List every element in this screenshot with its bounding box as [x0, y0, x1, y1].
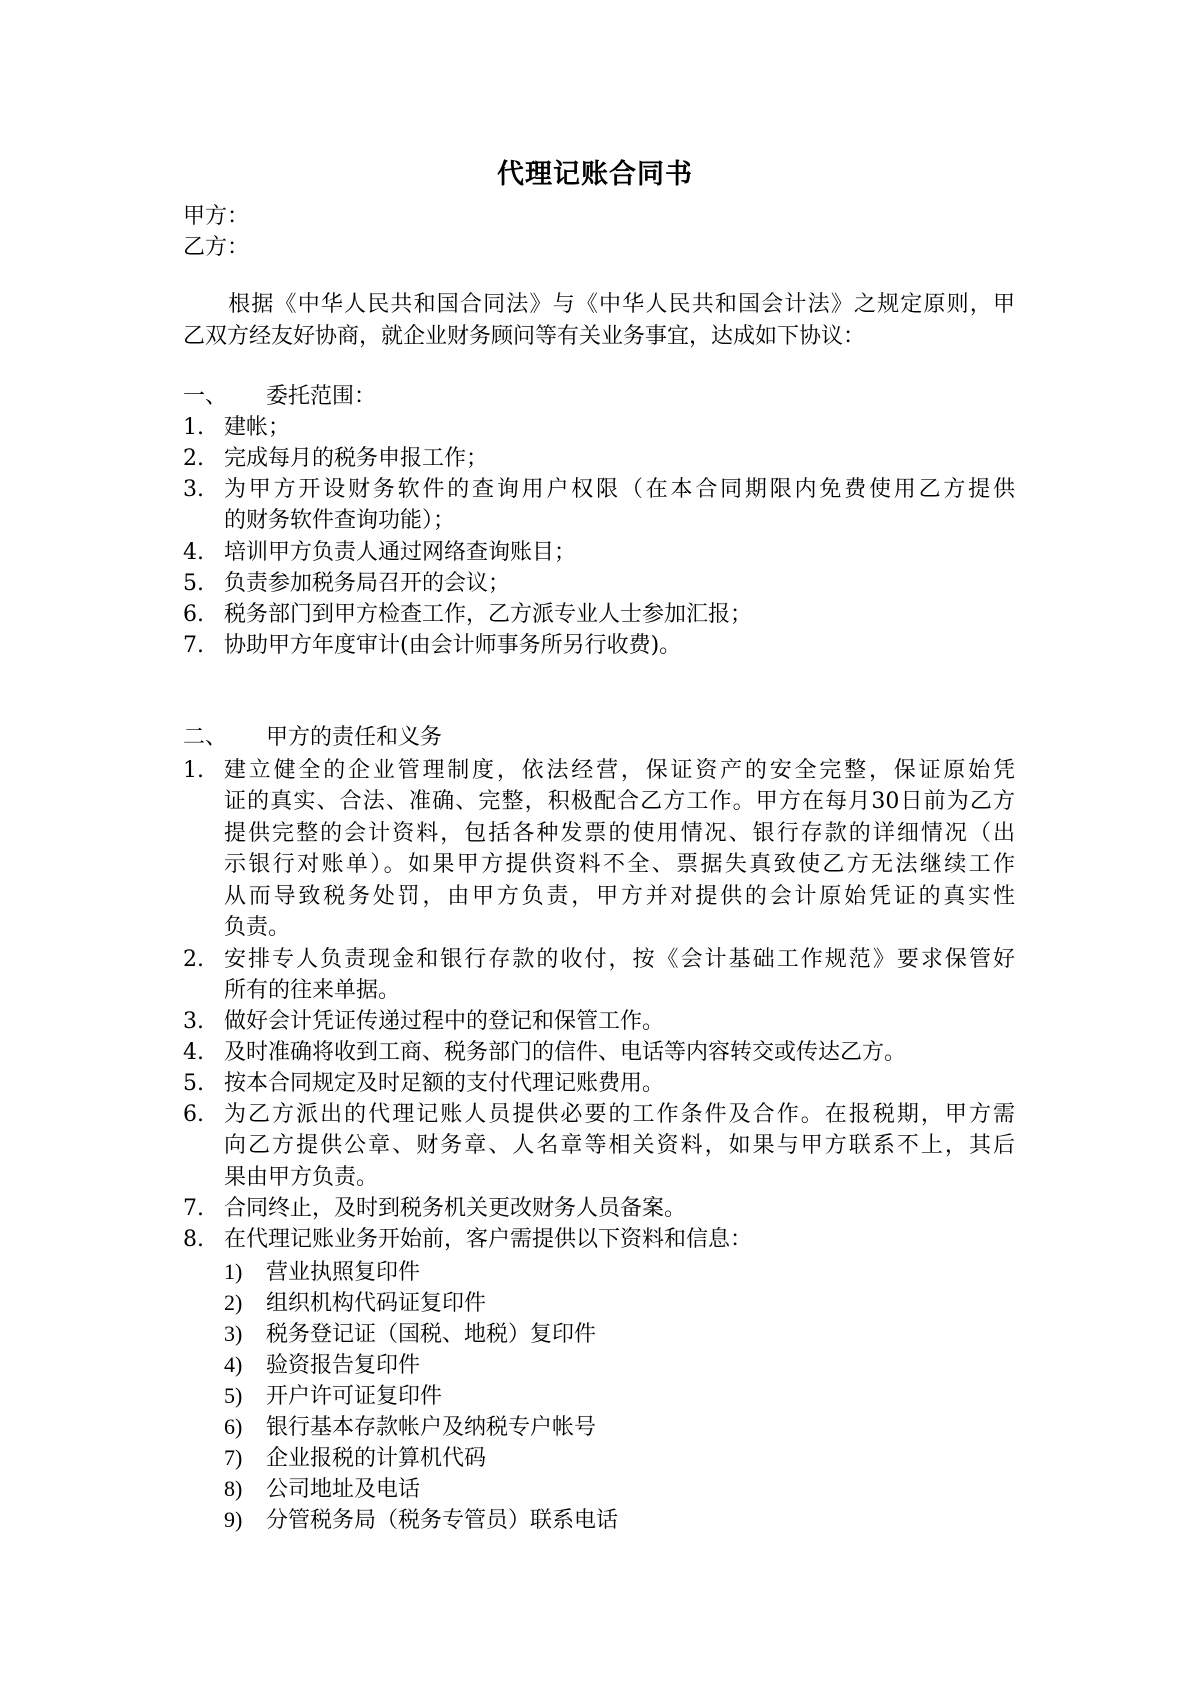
list-item: 1. 建立健全的企业管理制度，依法经营，保证资产的安全完整，保证原始凭 证的真实、合法、准确、完整，积极配合乙方工作。甲方在每月30日前为乙方 提供完整的会计资料，包括各种发票的使用情况、银行存款的详细情况（出 示银行对账单）。如果甲方提供资料不全、票据失真致使乙方无法继续工作 从而导致税务处罚，由甲方负责，甲方并对提供的会计原始凭证的真实性 负责。: [183, 758, 1015, 941]
material-item: 9) 分管税务局（税务专管员）联系电话: [224, 1507, 619, 1533]
intro-line: 乙双方经友好协商，就企业财务顾问等有关业务事宜，达成如下协议：: [183, 324, 866, 349]
material-item: 4) 验资报告复印件: [224, 1352, 421, 1378]
section-title: 委托范围：: [266, 384, 377, 409]
material-item: 3) 税务登记证（国税、地税）复印件: [224, 1321, 597, 1347]
list-item: 8. 在代理记账业务开始前，客户需提供以下资料和信息：: [183, 1227, 753, 1252]
material-item: 2) 组织机构代码证复印件: [224, 1290, 487, 1316]
section-number: 二、: [183, 725, 228, 750]
list-item: 7. 协助甲方年度审计(由会计师事务所另行收费)。: [183, 633, 682, 658]
list-item: 6. 为乙方派出的代理记账人员提供必要的工作条件及合作。在报税期，甲方需 向乙方提供公章、财务章、人名章等相关资料，如果与甲方联系不上，其后 果由甲方负责。: [183, 1102, 1015, 1190]
list-item: 2. 安排专人负责现金和银行存款的收付，按《会计基础工作规范》要求保管好 所有的往来单据。: [183, 947, 1015, 1004]
section-title: 甲方的责任和义务: [266, 725, 443, 750]
list-item: 4. 培训甲方负责人通过网络查询账目；: [183, 540, 577, 565]
document-title: 代理记账合同书: [497, 159, 693, 190]
material-item: 5) 开户许可证复印件: [224, 1383, 443, 1409]
intro-line: 根据《中华人民共和国合同法》与《中华人民共和国会计法》之规定原则，甲: [227, 292, 1015, 317]
section-number: 一、: [183, 384, 228, 409]
party-b-label: 乙方：: [183, 235, 250, 260]
list-item: 4. 及时准确将收到工商、税务部门的信件、电话等内容转交或传达乙方。: [183, 1040, 907, 1065]
list-item: 3. 为甲方开设财务软件的查询用户权限（在本合同期限内免费使用乙方提供 的财务软件查询功能）；: [183, 477, 1015, 534]
list-item: 2. 完成每月的税务申报工作；: [183, 446, 489, 471]
section-1-heading: [183, 381, 376, 412]
list-item: 3. 做好会计凭证传递过程中的登记和保管工作。: [183, 1009, 665, 1034]
list-item: 7. 合同终止，及时到税务机关更改财务人员备案。: [183, 1196, 687, 1221]
list-item: 6. 税务部门到甲方检查工作，乙方派专业人士参加汇报；: [183, 602, 753, 627]
material-item: 6) 银行基本存款帐户及纳税专户帐号: [224, 1414, 597, 1440]
list-item: 5. 按本合同规定及时足额的支付代理记账费用。: [183, 1071, 665, 1096]
list-item: 1. 建帐；: [183, 415, 291, 440]
material-item: 1) 营业执照复印件: [224, 1259, 421, 1285]
section-2-heading: [183, 722, 442, 753]
party-a-label: 甲方：: [183, 204, 250, 229]
intro-paragraph: [183, 289, 1015, 353]
list-item: 5. 负责参加税务局召开的会议；: [183, 571, 511, 596]
material-item: 7) 企业报税的计算机代码: [224, 1445, 487, 1471]
material-item: 8) 公司地址及电话: [224, 1476, 421, 1502]
